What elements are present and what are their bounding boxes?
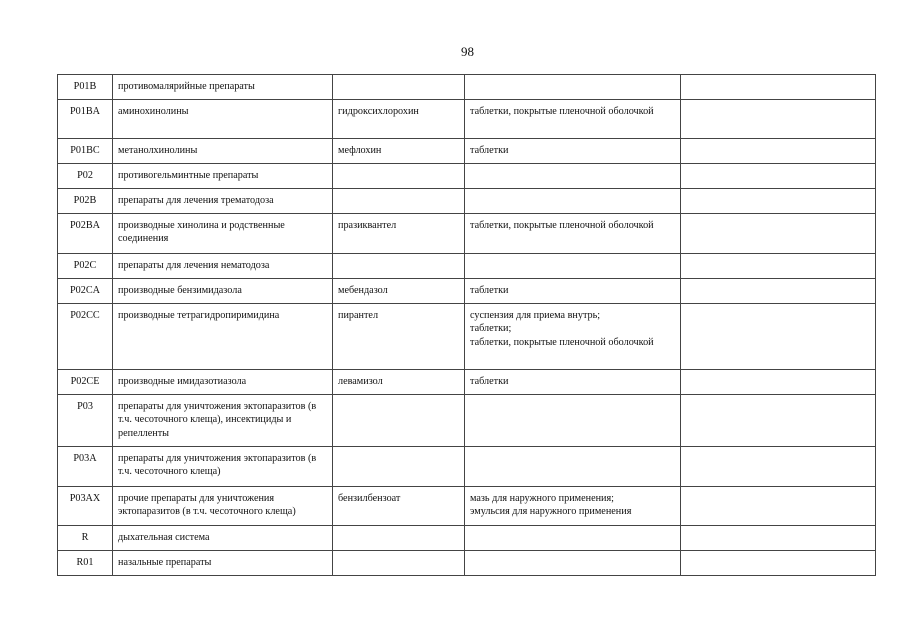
table-row — [58, 370, 876, 395]
table-row — [58, 100, 876, 139]
form-cell: таблетки — [465, 139, 681, 164]
atc-code-cell: P02CA — [58, 279, 113, 304]
group-cell: производные тетрагидропиримидина — [113, 304, 333, 370]
group-cell: препараты для уничтожения эктопаразитов (в т.ч. чесоточного клеща) — [113, 447, 333, 487]
drug-cell — [333, 447, 465, 487]
form-line: таблетки; — [470, 323, 512, 335]
form-cell — [465, 551, 681, 576]
table-row — [58, 526, 876, 551]
drug-cell: бензилбензоат — [333, 487, 465, 526]
form-cell: таблетки — [465, 370, 681, 395]
note-cell — [681, 526, 876, 551]
drug-cell — [333, 164, 465, 189]
table-row — [58, 395, 876, 447]
form-cell — [465, 189, 681, 214]
table-row — [58, 164, 876, 189]
atc-code-cell: P01BC — [58, 139, 113, 164]
table-row — [58, 254, 876, 279]
form-cell — [465, 526, 681, 551]
drug-cell — [333, 395, 465, 447]
atc-code-cell: P03AX — [58, 487, 113, 526]
atc-code-cell: R01 — [58, 551, 113, 576]
group-cell: препараты для лечения нематодоза — [113, 254, 333, 279]
drug-cell: празиквантел — [333, 214, 465, 254]
form-cell: таблетки, покрытые пленочной оболочкой — [465, 100, 681, 139]
drug-cell — [333, 526, 465, 551]
form-line: суспензия для приема внутрь; — [470, 310, 601, 321]
table-row — [58, 487, 876, 526]
group-cell: прочие препараты для уничтожения эктопаразитов (в т.ч. чесоточного клеща) — [113, 487, 333, 526]
atc-code-cell: P01B — [58, 75, 113, 100]
note-cell — [681, 164, 876, 189]
group-cell: противомалярийные препараты — [113, 75, 333, 100]
table-row — [58, 214, 876, 254]
table-row — [58, 447, 876, 487]
note-cell — [681, 551, 876, 576]
atc-code-cell: P02BA — [58, 214, 113, 254]
table-row — [58, 189, 876, 214]
atc-code-cell: P02C — [58, 254, 113, 279]
drug-cell: гидроксихлорохин — [333, 100, 465, 139]
atc-code-cell: P02CC — [58, 304, 113, 370]
group-cell: препараты для уничтожения эктопаразитов (в т.ч. чесоточного клеща), инсектициды и репелленты — [113, 395, 333, 447]
form-cell — [465, 75, 681, 100]
form-cell: таблетки, покрытые пленочной оболочкой — [465, 214, 681, 254]
drug-cell: мебендазол — [333, 279, 465, 304]
note-cell — [681, 100, 876, 139]
form-cell — [465, 487, 681, 526]
table-row — [58, 304, 876, 370]
group-cell: производные бензимидазола — [113, 279, 333, 304]
atc-code-cell: P01BA — [58, 100, 113, 139]
form-cell — [465, 304, 681, 370]
note-cell — [681, 279, 876, 304]
note-cell — [681, 189, 876, 214]
form-cell — [465, 447, 681, 487]
group-cell: назальные препараты — [113, 551, 333, 576]
drug-cell — [333, 254, 465, 279]
note-cell — [681, 254, 876, 279]
group-cell: аминохинолины — [113, 100, 333, 139]
table-row — [58, 75, 876, 100]
drug-cell — [333, 551, 465, 576]
atc-code-cell: P02CE — [58, 370, 113, 395]
group-cell: препараты для лечения трематодоза — [113, 189, 333, 214]
form-cell: таблетки — [465, 279, 681, 304]
table-row — [58, 279, 876, 304]
form-cell — [465, 395, 681, 447]
group-cell: производные имидазотиазола — [113, 370, 333, 395]
drug-cell: мефлохин — [333, 139, 465, 164]
table-row — [58, 139, 876, 164]
note-cell — [681, 214, 876, 254]
atc-code-cell: P02 — [58, 164, 113, 189]
form-line: таблетки, покрытые пленочной оболочкой — [470, 336, 654, 348]
group-cell: противогельминтные препараты — [113, 164, 333, 189]
table-row — [58, 551, 876, 576]
medications-table — [57, 74, 876, 576]
atc-code-cell: P03A — [58, 447, 113, 487]
drug-cell: левамизол — [333, 370, 465, 395]
group-cell: дыхательная система — [113, 526, 333, 551]
note-cell — [681, 370, 876, 395]
drug-cell: пирантел — [333, 304, 465, 370]
form-cell — [465, 254, 681, 279]
note-cell — [681, 139, 876, 164]
form-cell — [465, 164, 681, 189]
atc-code-cell: P02B — [58, 189, 113, 214]
form-line: эмульсия для наружного применения — [470, 506, 632, 518]
note-cell — [681, 75, 876, 100]
note-cell — [681, 487, 876, 526]
group-cell: производные хинолина и родственные соединения — [113, 214, 333, 254]
note-cell — [681, 304, 876, 370]
page-number: 98 — [461, 44, 474, 59]
group-cell: метанолхинолины — [113, 139, 333, 164]
drug-cell — [333, 189, 465, 214]
note-cell — [681, 447, 876, 487]
form-line: мазь для наружного применения; — [470, 493, 615, 504]
note-cell — [681, 395, 876, 447]
atc-code-cell: R — [58, 526, 113, 551]
atc-code-cell: P03 — [58, 395, 113, 447]
drug-cell — [333, 75, 465, 100]
